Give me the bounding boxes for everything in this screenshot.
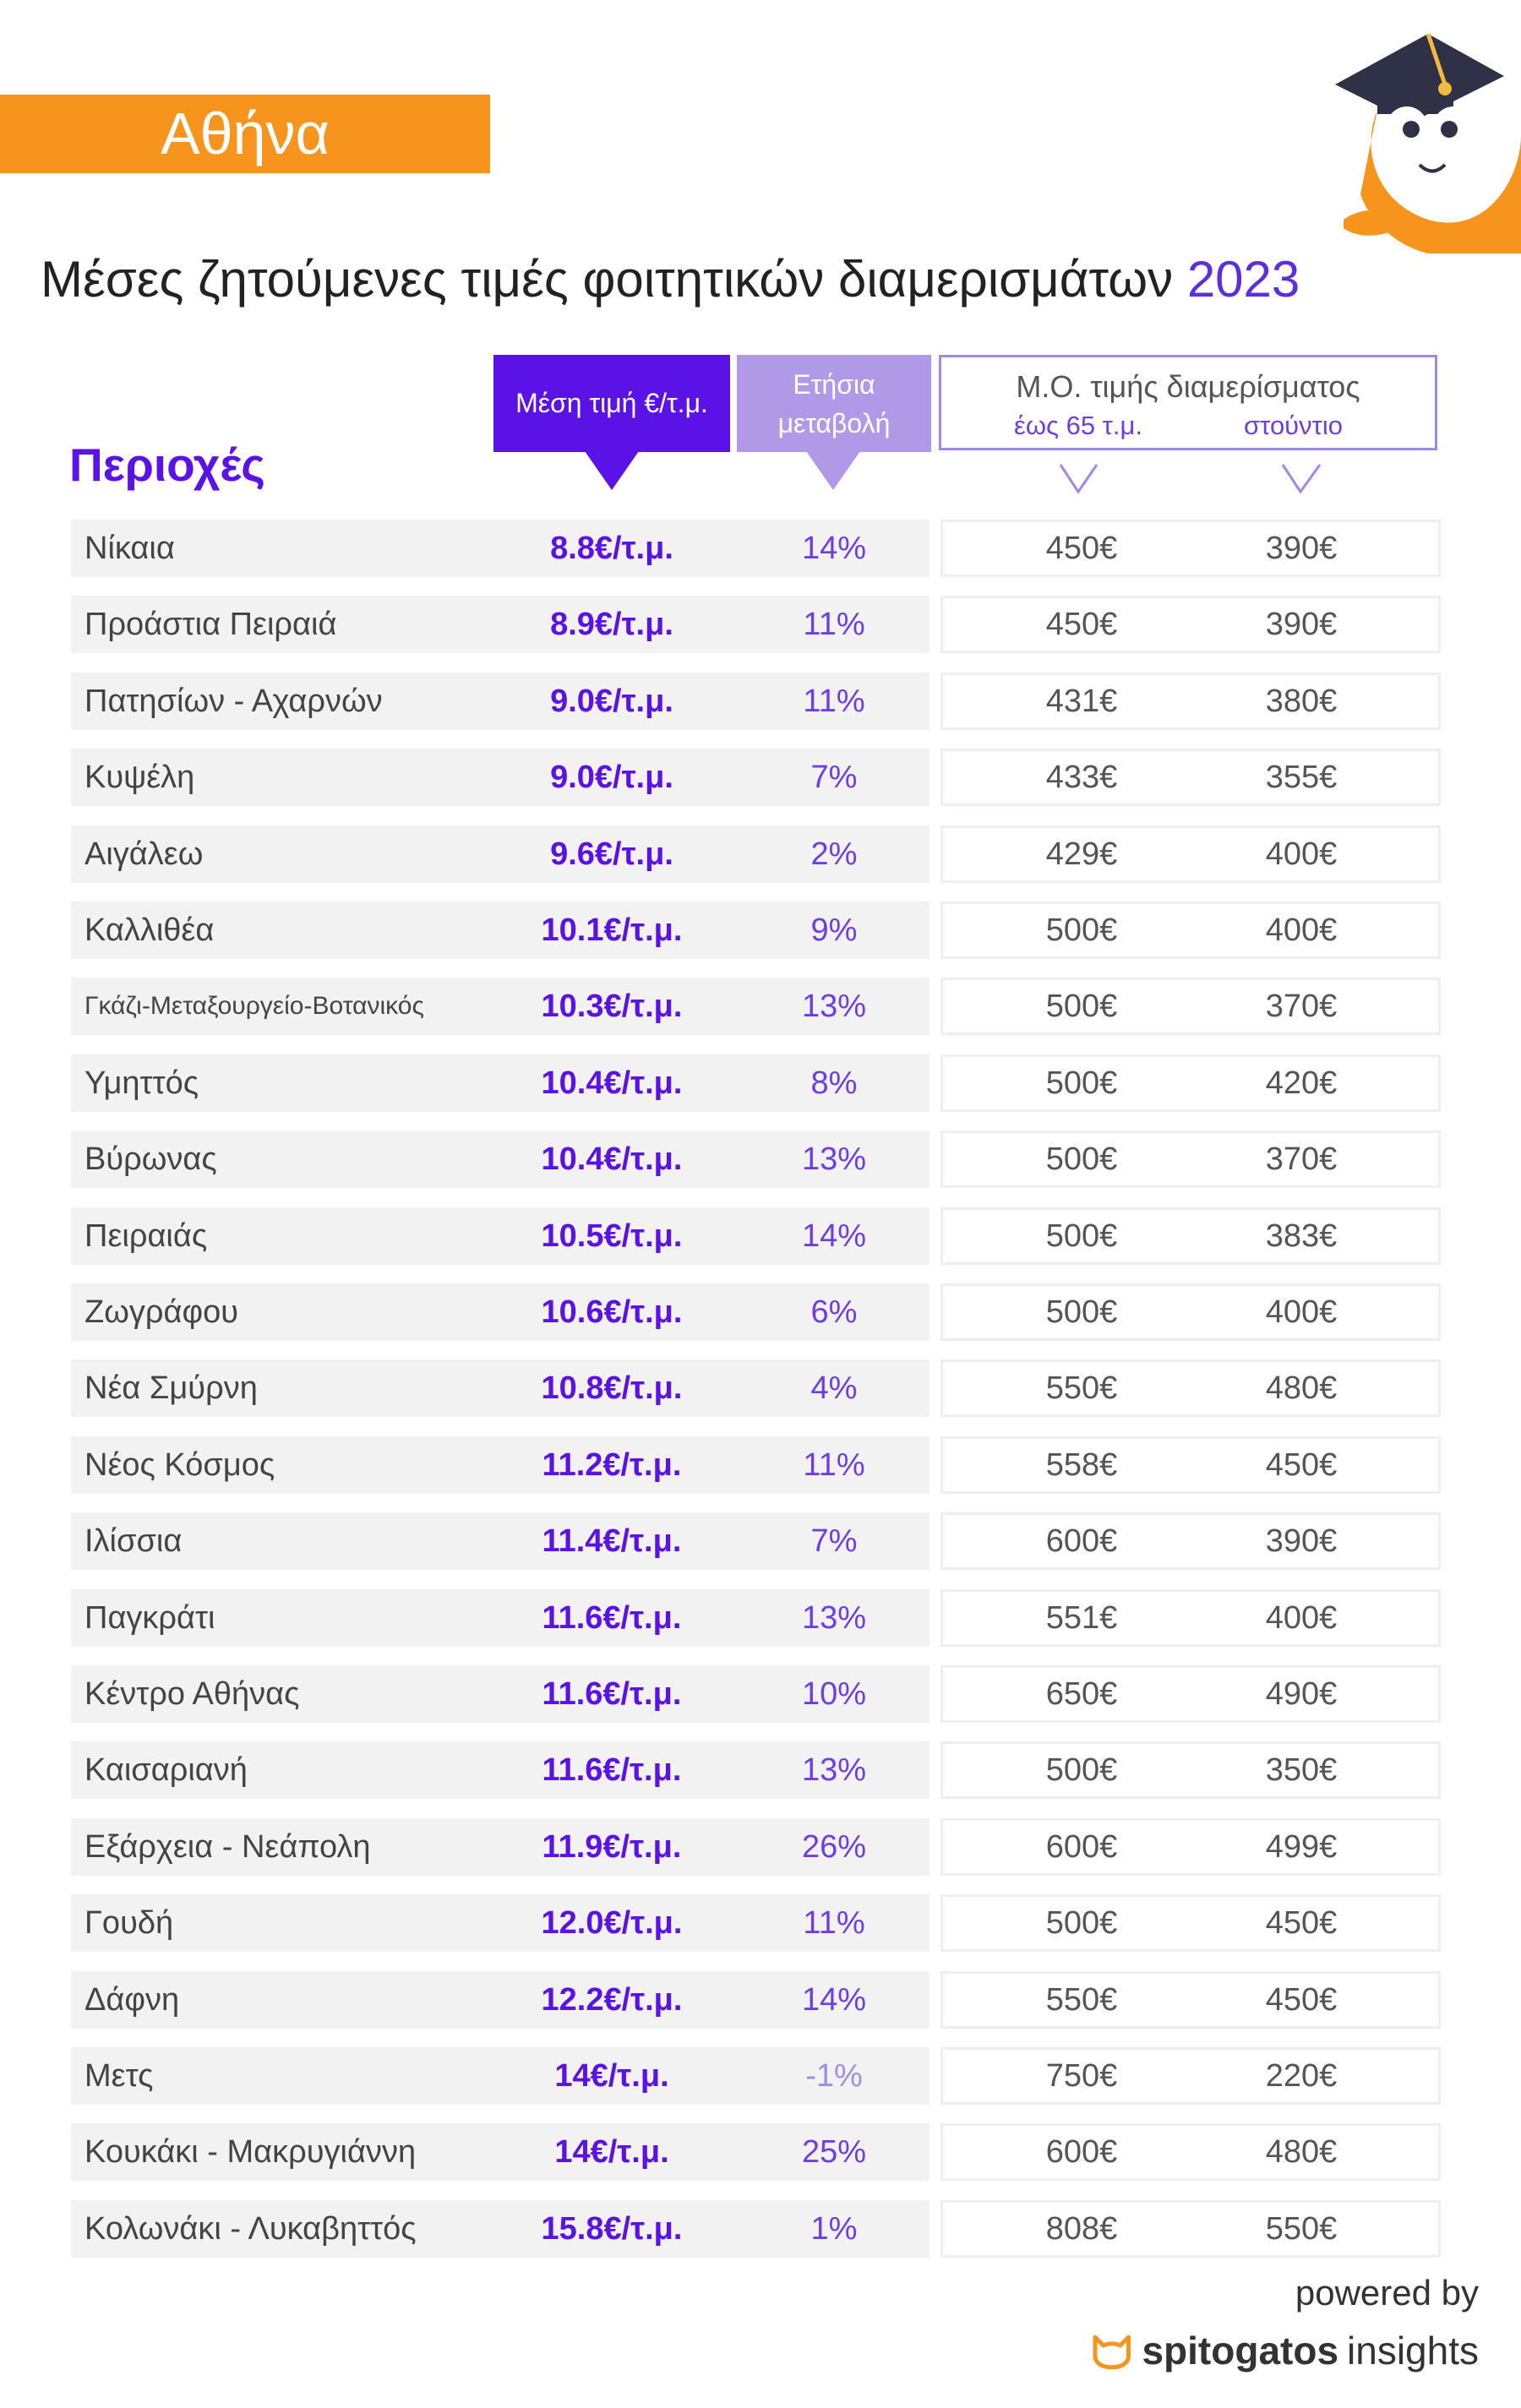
region-name: Γκάζι-Μεταξουργείο-Βοτανικός [84,992,424,1020]
avg-price-value: 11.6€/τ.μ. [542,1600,682,1636]
upto65-value: 500€ [1045,989,1118,1024]
region-name: Γουδή [84,1905,174,1941]
region-name: Κυψέλη [84,760,195,795]
annual-change-value: 6% [810,1294,858,1330]
region-name: Πειραιάς [84,1218,208,1254]
upto65-value: 429€ [1045,836,1118,872]
studio-value: 380€ [1265,684,1338,719]
brand-name-light: insights [1347,2329,1479,2373]
header-avg-apartment-title: Μ.Ο. τιμής διαμερίσματος [1016,369,1360,404]
regions-label: Περιοχές [69,439,265,491]
avg-price-value: 10.1€/τ.μ. [541,913,683,948]
annual-change-value: 26% [801,1829,867,1865]
annual-change-value: 13% [801,1141,867,1177]
table-row [0,2200,1521,2258]
upto65-value: 550€ [1045,1982,1118,2018]
studio-value: 390€ [1265,607,1338,642]
studio-value: 480€ [1265,2134,1338,2170]
studio-value: 450€ [1265,1447,1338,1483]
annual-change-value: 14% [801,531,867,566]
avg-price-value: 14€/τ.μ. [554,2134,669,2170]
annual-change-value: 14% [801,1218,867,1254]
upto65-arrow-icon [1060,465,1097,492]
table-row [0,1436,1521,1494]
avg-price-value: 10.5€/τ.μ. [541,1218,683,1254]
annual-change-value: 4% [810,1370,858,1406]
annual-change-value: 11% [803,1905,865,1941]
annual-change-value: 2% [810,836,858,872]
header-upto65: έως 65 τ.μ. [1014,411,1143,440]
upto65-value: 450€ [1045,607,1118,642]
table-row [0,1359,1521,1417]
avg-price-value: 12.2€/τ.μ. [541,1982,683,2018]
studio-value: 400€ [1265,913,1338,948]
avg-price-value: 9.6€/τ.μ. [550,836,673,872]
annual-change-value: 11% [803,607,865,642]
region-name: Αιγάλεω [84,836,204,872]
annual-change-value: 25% [801,2134,867,2170]
cat-head-icon [1090,2332,1133,2369]
upto65-value: 500€ [1045,1294,1118,1330]
studio-value: 400€ [1265,1294,1338,1330]
studio-value: 400€ [1265,836,1338,872]
annual-change-value: 13% [801,1600,867,1636]
annual-change-value: 7% [810,1523,858,1559]
header-avg-price: Μέση τιμή €/τ.μ. [493,355,730,452]
upto65-value: 500€ [1045,1141,1118,1177]
title-main: Μέσες ζητούμενες τιμές φοιτητικών διαμερισμάτων [41,251,1174,308]
brand-name-bold: spitogatos [1142,2329,1339,2373]
avg-price-value: 11.4€/τ.μ. [542,1523,682,1559]
region-name: Καλλιθέα [84,913,215,948]
annual-change-value: 9% [810,913,858,948]
table-row [0,2047,1521,2105]
studio-value: 370€ [1265,989,1338,1024]
studio-value: 220€ [1265,2058,1338,2094]
brand-logo [1090,2325,1479,2376]
table-row [0,1512,1521,1570]
upto65-value: 500€ [1045,1752,1118,1788]
annual-change-value: 13% [801,1752,867,1788]
upto65-value: 750€ [1045,2058,1118,2094]
region-name: Ζωγράφου [84,1294,239,1330]
avg-price-value: 9.0€/τ.μ. [550,684,673,719]
table-row [0,1665,1521,1723]
avg-price-value: 14€/τ.μ. [554,2058,669,2094]
header-annual-change-line2: μεταβολή [777,407,891,439]
upto65-value: 550€ [1045,1370,1118,1406]
annual-change-value: 8% [810,1065,858,1101]
city-badge: Αθήνα [0,95,490,173]
table-row [0,1818,1521,1876]
table-row [0,2123,1521,2181]
annual-change-value: 7% [810,760,858,795]
studio-value: 390€ [1265,531,1338,566]
annual-change-value: -1% [805,2058,863,2094]
studio-value: 480€ [1265,1370,1338,1406]
region-name: Καισαριανή [84,1752,248,1788]
studio-value: 383€ [1265,1218,1338,1254]
annual-change-value: 14% [801,1982,867,2018]
studio-value: 350€ [1265,1752,1338,1788]
table-row [0,1207,1521,1265]
avg-price-value: 10.4€/τ.μ. [541,1065,683,1101]
annual-change-value: 1% [810,2211,858,2247]
studio-value: 450€ [1265,1982,1338,2018]
upto65-value: 808€ [1045,2211,1118,2247]
avg-price-value: 8.8€/τ.μ. [550,531,673,566]
table-row [0,1054,1521,1112]
upto65-value: 600€ [1045,1829,1118,1865]
region-name: Κολωνάκι - Λυκαβηττός [84,2211,417,2247]
studio-value: 490€ [1265,1676,1338,1712]
studio-value: 390€ [1265,1523,1338,1559]
region-name: Νέα Σμύρνη [84,1370,258,1406]
header-annual-change-line1: Ετήσια [793,368,875,400]
studio-arrow-icon [1283,465,1320,492]
annual-change-value: 13% [801,989,867,1024]
table-row [0,749,1521,806]
avg-price-value: 10.6€/τ.μ. [541,1294,683,1330]
region-name: Κουκάκι - Μακρυγιάννη [84,2134,417,2170]
annual-change-value: 11% [803,1447,865,1483]
table-row [0,1130,1521,1188]
avg-price-value: 15.8€/τ.μ. [541,2211,683,2247]
table-row [0,1741,1521,1799]
region-name: Δάφνη [84,1982,180,2018]
avg-price-value: 11.6€/τ.μ. [542,1752,682,1788]
avg-price-value: 9.0€/τ.μ. [550,760,673,795]
avg-price-value: 11.6€/τ.μ. [542,1676,682,1712]
upto65-value: 500€ [1045,1065,1118,1101]
table-row [0,978,1521,1035]
studio-value: 450€ [1265,1905,1338,1941]
upto65-value: 500€ [1045,1218,1118,1254]
studio-value: 370€ [1265,1141,1338,1177]
header-avg-apartment [939,355,1437,450]
avg-price-value: 12.0€/τ.μ. [541,1905,683,1941]
region-name: Νέος Κόσμος [84,1447,275,1483]
region-name: Εξάρχεια - Νεάπολη [84,1829,371,1865]
header-annual-change [737,355,931,452]
table-row [0,520,1521,577]
region-name: Βύρωνας [84,1141,217,1177]
table-row [0,1894,1521,1952]
table-row [0,825,1521,883]
studio-value: 550€ [1265,2211,1338,2247]
upto65-value: 433€ [1045,760,1118,795]
header-studio: στούντιο [1244,411,1344,440]
table-row [0,1589,1521,1647]
upto65-value: 650€ [1045,1676,1118,1712]
upto65-value: 600€ [1045,2134,1118,2170]
region-name: Υμηττός [84,1065,199,1101]
region-name: Ιλίσσια [84,1523,183,1559]
studio-value: 355€ [1265,760,1338,795]
annual-change-value: 11% [803,684,865,719]
avg-price-value: 10.3€/τ.μ. [541,989,683,1024]
upto65-value: 551€ [1045,1600,1118,1636]
table-row [0,1283,1521,1341]
region-name: Παγκράτι [84,1600,215,1636]
title-year: 2023 [1186,251,1300,308]
page-title [41,250,1494,308]
region-name: Προάστια Πειραιά [84,607,337,642]
avg-price-value: 11.2€/τ.μ. [542,1447,682,1483]
avg-price-value: 10.8€/τ.μ. [541,1370,683,1406]
table-row [0,596,1521,653]
avg-price-value: 11.9€/τ.μ. [542,1829,682,1865]
annual-change-value: 10% [801,1676,867,1712]
powered-by-text: powered by [1295,2273,1479,2313]
table-row [0,902,1521,959]
table-row [0,1971,1521,2029]
upto65-value: 500€ [1045,913,1118,948]
region-name: Κέντρο Αθήνας [84,1676,300,1712]
region-name: Πατησίων - Αχαρνών [84,684,383,719]
region-name: Νίκαια [84,531,175,566]
upto65-value: 600€ [1045,1523,1118,1559]
studio-value: 420€ [1265,1065,1338,1101]
upto65-value: 450€ [1045,531,1118,566]
avg-price-arrow-icon [585,451,639,490]
table-row [0,673,1521,730]
studio-value: 400€ [1265,1600,1338,1636]
region-name: Μετς [84,2058,154,2094]
avg-price-value: 8.9€/τ.μ. [550,607,673,642]
annual-change-arrow-icon [806,451,860,490]
upto65-value: 558€ [1045,1447,1118,1483]
upto65-value: 431€ [1045,684,1118,719]
cat-mascot-illustration [1327,8,1521,253]
studio-value: 499€ [1265,1829,1338,1865]
avg-price-value: 10.4€/τ.μ. [541,1141,683,1177]
upto65-value: 500€ [1045,1905,1118,1941]
